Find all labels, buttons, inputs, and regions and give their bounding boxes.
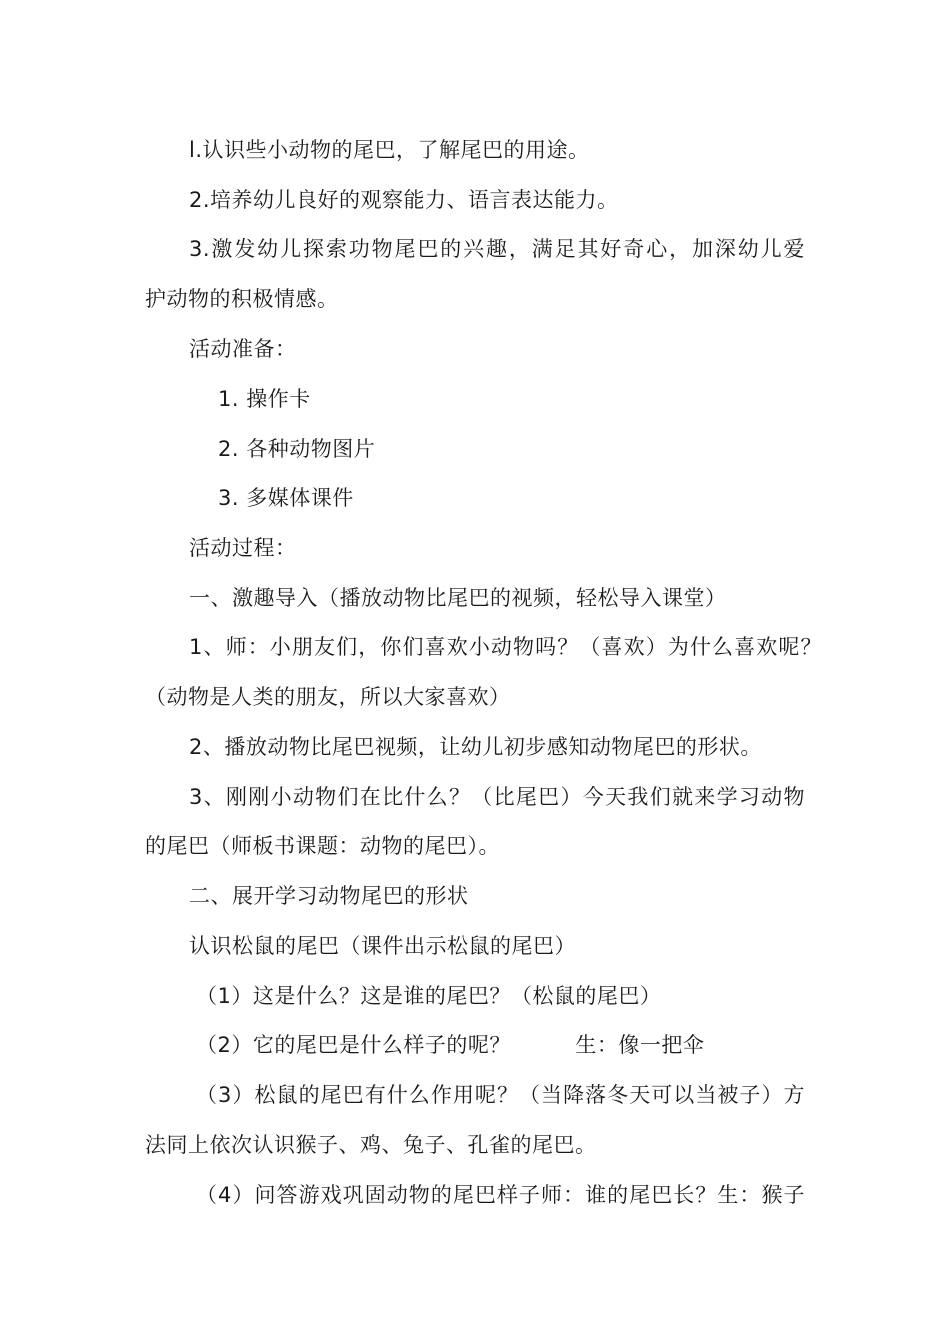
question-2: （2）它的尾巴是什么样子的呢？ 生：像一把伞 — [196, 1033, 705, 1057]
section-heading-process: 活动过程： — [189, 536, 297, 560]
step-2-subheading: 认识松鼠的尾巴（课件出示松鼠的尾巴） — [189, 934, 576, 958]
question-3: （3）松鼠的尾巴有什么作用呢？（当降落冬天可以当被子）方 — [196, 1083, 805, 1107]
step-1-item-3-continued: 的尾巴（师板书课题：动物的尾巴）。 — [145, 834, 500, 858]
step-1-item-1: 1、师：小朋友们，你们喜欢小动物吗？（喜欢）为什么喜欢呢？ — [189, 635, 822, 659]
preparation-item-1: 1. 操作卡 — [218, 387, 311, 411]
question-4: （4）问答游戏巩固动物的尾巴样子师：谁的尾巴长？生：猴子 — [196, 1183, 805, 1207]
objective-3: 3.激发幼儿探索功物尾巴的兴趣，满足其好奇心，加深幼儿爱 — [189, 237, 805, 261]
section-heading-preparation: 活动准备： — [189, 337, 297, 361]
preparation-item-2: 2. 各种动物图片 — [218, 437, 376, 461]
objective-2: 2.培养幼儿良好的观察能力、语言表达能力。 — [189, 188, 619, 212]
step-1-item-3: 3、刚刚小动物们在比什么？（比尾巴）今天我们就来学习动物 — [189, 785, 805, 809]
question-1: （1）这是什么？这是谁的尾巴？（松鼠的尾巴） — [196, 984, 662, 1008]
step-heading-2: 二、展开学习动物尾巴的形状 — [189, 884, 469, 908]
objective-3-continued: 护动物的积极情感。 — [145, 287, 339, 311]
question-3-continued: 法同上依次认识猴子、鸡、兔子、孔雀的尾巴。 — [145, 1133, 597, 1157]
step-1-item-2: 2、播放动物比尾巴视频，让幼儿初步感知动物尾巴的形状。 — [189, 735, 762, 759]
preparation-item-3: 3. 多媒体课件 — [218, 486, 354, 510]
step-1-item-1-continued: （动物是人类的朋友，所以大家喜欢） — [145, 685, 511, 709]
objective-1: l.认识些小动物的尾巴，了解尾巴的用途。 — [189, 138, 590, 162]
step-heading-1: 一、激趣导入（播放动物比尾巴的视频，轻松导入课堂） — [189, 586, 727, 610]
